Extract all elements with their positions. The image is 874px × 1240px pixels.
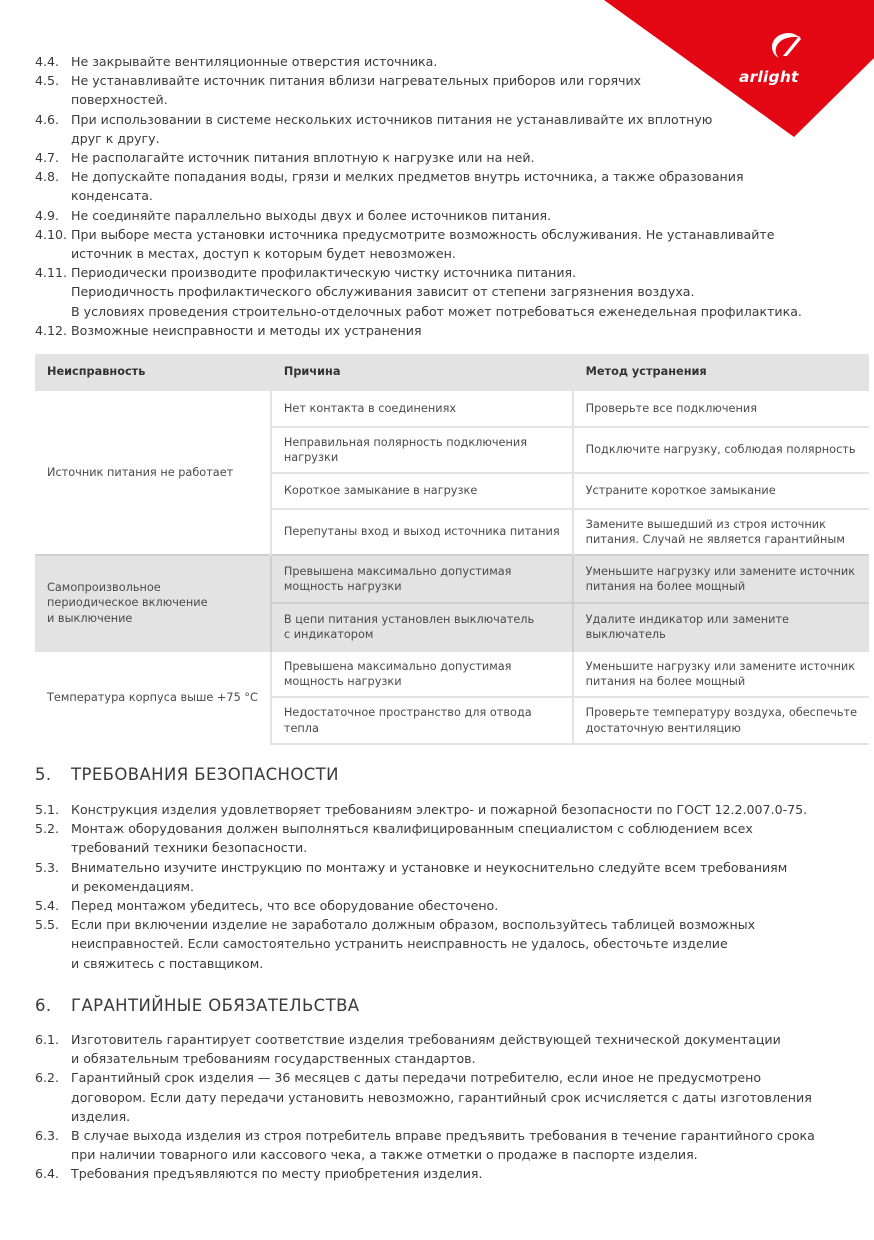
header-cause: Причина [271, 354, 573, 390]
item-text-line: В случае выхода изделия из строя потребитель вправе предъявить требования в течение гарантийного срока [71, 1128, 815, 1144]
list-item [35, 206, 802, 225]
cause-cell [271, 697, 573, 744]
item-text-line: требований техники безопасности. [71, 840, 308, 856]
list-item [35, 858, 807, 896]
item-text-line: Перед монтажом убедитесь, что все оборудование обесточено. [71, 898, 499, 914]
section6-number: 6. [35, 996, 52, 1015]
fix-cell [573, 603, 869, 651]
fix-cell [573, 651, 869, 697]
item-text-line: Периодичность профилактического обслуживания зависит от степени загрязнения воздуха. [71, 284, 695, 300]
list-item [35, 1068, 815, 1126]
cause-cell [271, 651, 573, 697]
cause-text-line: нагрузки [283, 451, 339, 464]
fix-cell [573, 473, 869, 509]
list-item [35, 148, 802, 167]
item-number: 4.10. [35, 226, 68, 242]
cause-cell [271, 473, 573, 509]
cause-text-line: Превышена максимально допустимая [283, 564, 512, 578]
item-text-line: При использовании в системе нескольких источников питания не устанавливайте их вплотную [71, 111, 713, 127]
item-text-line: друг к другу. [71, 130, 160, 146]
list-item [35, 71, 802, 109]
fix-text-line: Подключите нагрузку, соблюдая полярность [585, 443, 856, 457]
item-text-line: Внимательно изучите инструкцию по монтажу и установке и неукоснительно следуйте всем требованиям [71, 859, 788, 875]
item-text-line: изделия. [71, 1108, 131, 1124]
item-text-line: Не закрывайте вентиляционные отверстия источника. [71, 54, 438, 69]
fix-text-line: питания. Случай не является гарантийным [585, 533, 845, 546]
item-text-line: Не соединяйте параллельно выходы двух и более источников питания. [71, 207, 552, 223]
cause-cell [271, 555, 573, 603]
item-text-line: и обязательным требованиям государственных стандартов. [71, 1051, 476, 1067]
item-text-line: Монтаж оборудования должен выполняться квалифицированным специалистом с соблюдением всех [71, 821, 753, 837]
header-fault: Неисправность [35, 354, 271, 390]
list-item [35, 263, 802, 321]
list-item [35, 1030, 815, 1068]
item-text-line: конденсата. [71, 188, 153, 204]
item-number: 4.6. [35, 111, 60, 127]
cause-text-line: мощность нагрузки [283, 675, 402, 688]
list-item [35, 896, 807, 915]
fix-cell [573, 555, 869, 603]
section4-list [35, 52, 802, 340]
list-item [35, 1164, 815, 1183]
troubleshooting-table [35, 354, 869, 745]
section5-list [35, 800, 807, 973]
item-number: 6.1. [35, 1032, 60, 1047]
list-item [35, 110, 802, 148]
item-text-line: неисправностей. Если самостоятельно устранить неисправность не удалось, обесточьте изделие [71, 936, 728, 952]
item-text-line: Возможные неисправности и методы их устранения [71, 322, 422, 338]
fix-text-line: достаточную вентиляцию [585, 721, 741, 735]
header-fix: Метод устранения [573, 354, 869, 390]
fix-cell [573, 390, 869, 427]
cause-text-line: В цепи питания установлен выключатель [283, 612, 535, 626]
item-text-line: В условиях проведения строительно-отделочных работ может потребоваться еженедельная профилактика. [71, 303, 802, 319]
item-text-line: и рекомендациям. [71, 878, 194, 894]
list-item [35, 1126, 815, 1164]
item-number: 5.5. [35, 917, 60, 933]
fix-text-line: Удалите индикатор или замените [585, 612, 789, 626]
item-number: 5.2. [35, 821, 60, 837]
item-number: 4.8. [35, 169, 60, 185]
list-item [35, 800, 807, 819]
list-item [35, 321, 802, 340]
fault-text-line: периодическое включение [47, 596, 208, 610]
fault-cell [35, 555, 271, 651]
section6-list [35, 1030, 815, 1184]
item-number: 6.4. [35, 1166, 60, 1182]
item-number: 5.3. [35, 859, 60, 875]
fault-text-line: и выключение [47, 611, 133, 625]
item-text-line: При выборе места установки источника предусмотрите возможность обслуживания. Не устанавливайте [71, 226, 775, 242]
fix-cell [573, 427, 869, 473]
list-item [35, 167, 802, 205]
fix-text-line: Уменьшите нагрузку или замените источник [585, 564, 856, 578]
item-text-line: и свяжитесь с поставщиком. [71, 955, 264, 971]
item-text-line: источник в местах, доступ к которым будет невозможен. [71, 246, 456, 262]
section5-heading [35, 765, 339, 784]
fault-text-line: Температура корпуса выше +75 °С [47, 691, 258, 705]
fix-text-line: Устраните короткое замыкание [585, 484, 776, 498]
fix-text-line: питания на более мощный [585, 580, 746, 593]
cause-cell [271, 427, 573, 473]
section6-title: ГАРАНТИЙНЫЕ ОБЯЗАТЕЛЬСТВА [71, 996, 360, 1015]
item-text-line: Не допускайте попадания воды, грязи и мелких предметов внутрь источника, а также образования [71, 169, 744, 185]
fix-text-line: питания на более мощный [585, 675, 746, 688]
item-number: 4.5. [35, 73, 60, 89]
item-text-line: поверхностей. [71, 92, 168, 108]
fault-cell [35, 390, 271, 555]
cause-text-line: с индикатором [283, 628, 374, 641]
logo-text: arlight [739, 68, 799, 86]
section5-title: ТРЕБОВАНИЯ БЕЗОПАСНОСТИ [71, 765, 339, 784]
table-row [35, 651, 869, 697]
cause-text-line: Недостаточное пространство для отвода [283, 706, 532, 719]
cause-text-line: Неправильная полярность подключения [283, 435, 528, 449]
item-number: 4.9. [35, 207, 60, 223]
item-text-line: Изготовитель гарантирует соответствие изделия требованиям действующей технической документации [71, 1032, 781, 1047]
table-row [35, 390, 869, 427]
table-row [35, 555, 869, 603]
cause-text-line: тепла [283, 721, 319, 735]
item-text-line: Периодически производите профилактическую чистку источника питания. [71, 265, 577, 281]
cause-text-line: Превышена максимально допустимая [283, 659, 512, 673]
item-number: 4.12. [35, 322, 68, 338]
fix-text-line: Проверьте температуру воздуха, обеспечьте [585, 706, 858, 719]
cause-text-line: мощность нагрузки [283, 580, 402, 593]
table-header-row [35, 354, 869, 390]
item-text-line: Если при включении изделие не заработало должным образом, воспользуйтесь таблицей возможных [71, 917, 756, 933]
list-item [35, 819, 807, 857]
cause-text-line: Короткое замыкание в нагрузке [283, 484, 478, 498]
list-item [35, 915, 807, 973]
item-text-line: при наличии товарного или кассового чека, а также отметки о продаже в паспорте изделия. [71, 1147, 698, 1163]
item-number: 6.2. [35, 1070, 60, 1086]
item-number: 4.4. [35, 54, 60, 69]
item-number: 4.11. [35, 265, 68, 281]
cause-cell [271, 603, 573, 651]
fix-text-line: Проверьте все подключения [585, 401, 757, 415]
list-item [35, 225, 802, 263]
section5-number: 5. [35, 765, 52, 784]
fix-text-line: Замените вышедший из строя источник [585, 517, 826, 531]
fix-text-line: Уменьшите нагрузку или замените источник [585, 659, 856, 673]
fault-text-line: Самопроизвольное [47, 580, 161, 594]
item-number: 6.3. [35, 1128, 60, 1144]
cause-text-line: Нет контакта в соединениях [283, 401, 457, 415]
cause-cell [271, 390, 573, 427]
fix-cell [573, 697, 869, 744]
item-number: 5.4. [35, 898, 60, 914]
item-number: 4.7. [35, 150, 60, 166]
item-text-line: Не устанавливайте источник питания вблизи нагревательных приборов или горячих [71, 73, 642, 89]
fault-text-line: Источник питания не работает [47, 465, 234, 479]
item-text-line: Гарантийный срок изделия — 36 месяцев с даты передачи потребителю, если иное не предусмотрено [71, 1070, 762, 1086]
fix-text-line: выключатель [585, 628, 666, 641]
section6-heading [35, 996, 359, 1015]
cause-cell [271, 509, 573, 555]
list-item [35, 52, 802, 71]
fault-cell [35, 651, 271, 744]
item-text-line: Требования предъявляются по месту приобретения изделия. [71, 1166, 483, 1182]
item-text-line: Конструкция изделия удовлетворяет требованиям электро- и пожарной безопасности по ГОСТ 12.2.007.0-75. [71, 802, 808, 817]
item-text-line: Не располагайте источник питания вплотную к нагрузке или на ней. [71, 150, 535, 166]
fix-cell [573, 509, 869, 555]
item-number: 5.1. [35, 802, 60, 817]
cause-text-line: Перепутаны вход и выход источника питания [283, 525, 560, 539]
item-text-line: договором. Если дату передачи установить невозможно, гарантийный срок исчисляется с даты изготовления [71, 1089, 812, 1105]
